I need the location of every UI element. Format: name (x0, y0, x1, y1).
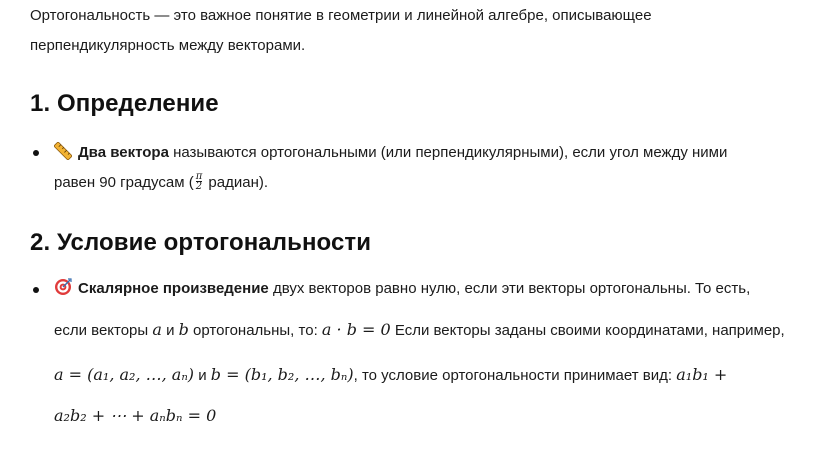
vector-b: b (178, 320, 189, 339)
sum-formula-end: a₂b₂ + ⋯ + aₙbₙ = 0 (54, 406, 217, 425)
bullet-dot (33, 150, 39, 156)
bullet-dot (33, 287, 39, 293)
definition-line-2 (54, 172, 268, 191)
section-heading-definition: 1. Определение (30, 90, 219, 117)
target-icon (54, 278, 72, 296)
condition-line3-text: , то условие ортогональности принимает вид: (353, 367, 677, 384)
vector-a: a (152, 320, 162, 339)
condition-line2-text-a: если векторы (54, 322, 153, 339)
intro-paragraph (30, 2, 790, 60)
frac-denominator: 2 (195, 181, 203, 192)
coordinates-a-formula: a = (a₁, a₂, …, aₙ) (54, 365, 195, 384)
condition-line2-text-b: ортогональны, то: (188, 322, 322, 339)
sum-formula-start: a₁b₁ + (676, 365, 728, 384)
condition-line-2 (54, 320, 785, 339)
dot-product-formula: a · b = 0 (321, 320, 391, 339)
intro-line-2: перпендикулярность между векторами. (30, 37, 306, 54)
definition-line2-before: равен 90 градусам ( (54, 174, 194, 191)
pi-over-two-fraction (196, 172, 203, 191)
condition-line2-text-c: Если векторы заданы своими координатами, например, (390, 322, 785, 339)
section-heading-orthogonality-condition: 2. Условие ортогональности (30, 229, 372, 256)
definition-text: называются ортогональными (или перпендикулярными), если угол между ними (173, 144, 728, 161)
frac-numerator: π (195, 171, 203, 182)
condition-and-2: и (194, 367, 211, 384)
condition-and: и (161, 322, 179, 339)
condition-line-3 (54, 365, 727, 384)
definition-line-1 (54, 142, 727, 161)
intro-line-1: Ортогональность — это важное понятие в геометрии и линейной алгебре, описывающее (30, 7, 652, 24)
definition-line2-after: радиан). (204, 174, 269, 191)
condition-text: двух векторов равно нулю, если эти векторы ортогональны. То есть, (272, 280, 751, 297)
condition-line-1 (54, 278, 750, 297)
coordinates-b-formula: b = (b₁, b₂, …, bₙ) (210, 365, 354, 384)
condition-bold-term: Скалярное произведение (78, 280, 269, 297)
condition-line-4 (54, 406, 216, 425)
definition-bold-term: Два вектора (78, 144, 169, 161)
ruler-icon (54, 142, 72, 160)
